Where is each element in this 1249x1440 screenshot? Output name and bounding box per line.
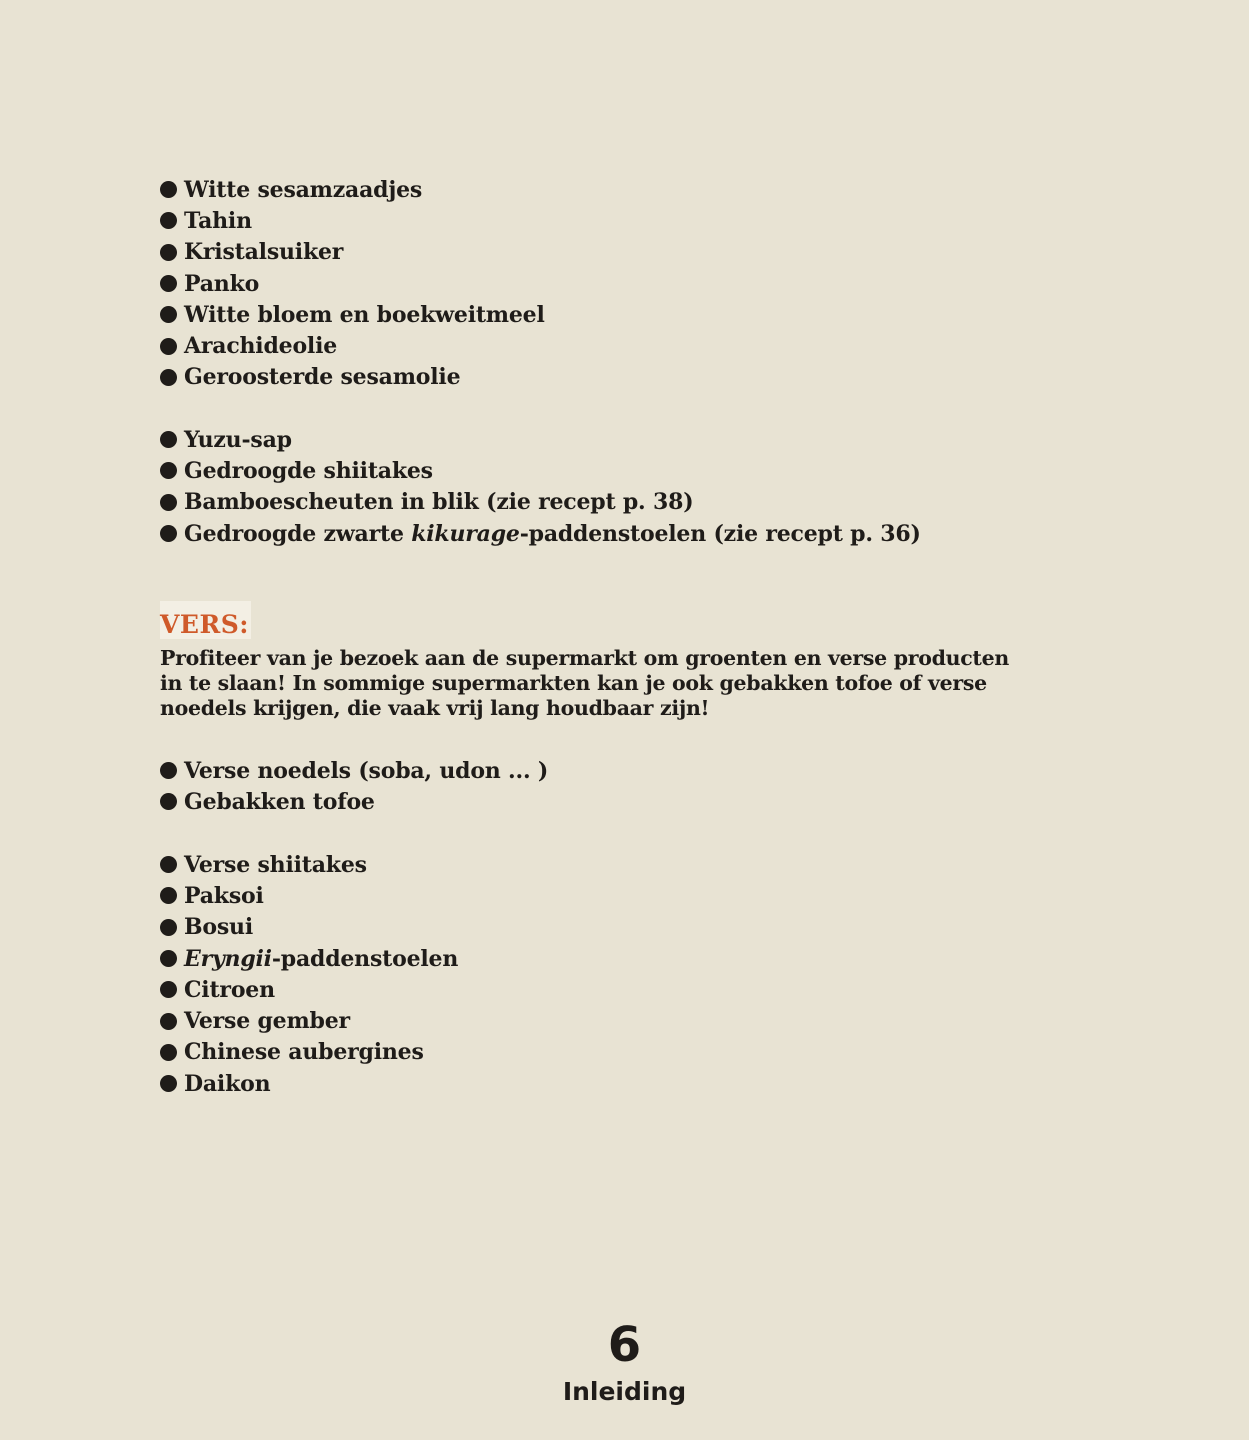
chapter-title: Inleiding [562,1377,687,1406]
list-item [160,487,921,518]
list-item-text: Geroosterde sesamolie [184,364,461,391]
list-item-text-end: -paddenstoelen [271,945,459,972]
list-item-text: Gebakken tofoe [184,788,375,815]
pantry-list-a [160,174,545,393]
list-item-text: Paksoi [184,882,264,909]
list-item [160,424,921,455]
list-item [160,755,548,786]
list-item-text: Chinese aubergines [184,1039,424,1066]
bullet-icon [160,981,177,998]
bullet-icon [160,431,177,448]
bullet-icon [160,244,177,261]
list-item-text: Witte bloem en boekweitmeel [184,301,545,328]
bullet-icon [160,793,177,810]
list-item-text-italic: Eryngii [184,945,272,972]
section-intro: Profiteer van je bezoek aan de supermarkt om groenten en verse producten in te slaan! In sommige supermarkten kan je ook gebakken tofoe of verse noedels krijgen, die vaak vrij lang houdbaar zijn! [160,646,1009,720]
list-item [160,880,458,911]
bullet-icon [160,950,177,967]
list-item [160,786,548,817]
bullet-icon [160,525,177,542]
list-item [160,174,545,205]
list-item [160,205,545,236]
list-item-text: Kristalsuiker [184,239,344,266]
bullet-icon [160,1075,177,1092]
list-item [160,518,921,549]
list-item-text: Bosui [184,914,254,941]
list-item-text: Yuzu-sap [184,426,292,453]
list-item-text-start: Gedroogde zwarte [184,520,412,547]
list-item-text: Daikon [184,1070,271,1097]
list-item-text [184,946,458,972]
page-number: 6 [607,1317,642,1373]
list-item-text: Bamboescheuten in blik (zie recept p. 38) [184,489,694,516]
list-item-text: Arachideolie [184,333,338,360]
list-item [160,330,545,361]
list-item [160,1068,458,1099]
list-item-text: Verse gember [184,1008,350,1035]
pantry-list-b [160,424,921,549]
list-item-text: Witte sesamzaadjes [184,176,423,203]
list-item-text: Gedroogde shiitakes [184,457,433,484]
list-item-text [184,521,921,547]
list-item-text: Tahin [184,207,252,234]
bullet-icon [160,212,177,229]
bullet-icon [160,762,177,779]
bullet-icon [160,369,177,386]
list-item-text: Verse noedels (soba, udon ... ) [184,757,549,784]
list-item [160,362,545,393]
fresh-list-b [160,849,458,1099]
section-heading: VERS: [160,601,251,639]
list-item [160,237,545,268]
bullet-icon [160,306,177,323]
list-item [160,1005,458,1036]
list-item [160,1037,458,1068]
list-item [160,268,545,299]
bullet-icon [160,1044,177,1061]
list-item [160,943,458,974]
bullet-icon [160,181,177,198]
fresh-list-a [160,755,548,818]
list-item [160,912,458,943]
bullet-icon [160,856,177,873]
bullet-icon [160,494,177,511]
bullet-icon [160,338,177,355]
bullet-icon [160,919,177,936]
list-item-text: Citroen [184,976,275,1003]
bullet-icon [160,887,177,904]
list-item-text-italic: kikurage [411,520,520,547]
bullet-icon [160,1013,177,1030]
list-item-text-end: -paddenstoelen (zie recept p. 36) [519,520,921,547]
list-item [160,299,545,330]
list-item [160,455,921,486]
bullet-icon [160,275,177,292]
list-item-text: Verse shiitakes [184,851,367,878]
list-item-text: Panko [184,270,260,297]
list-item [160,849,458,880]
bullet-icon [160,462,177,479]
list-item [160,974,458,1005]
